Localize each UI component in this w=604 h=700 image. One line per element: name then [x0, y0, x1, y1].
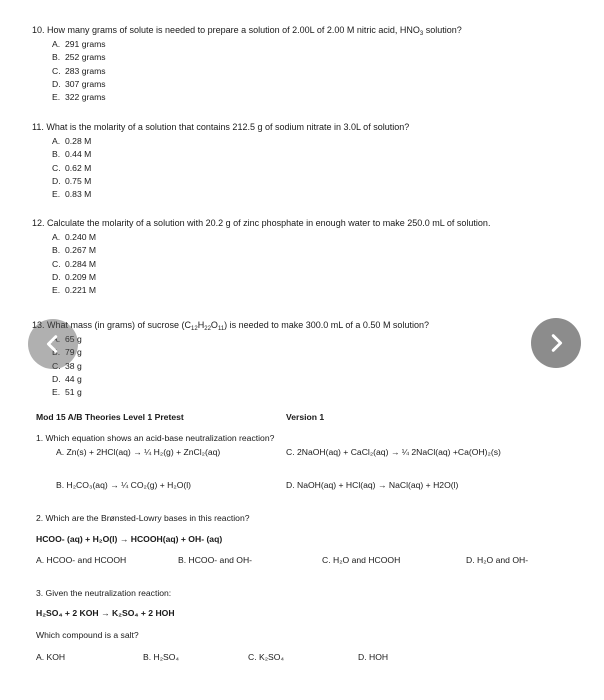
part3-option-c: C. K₂SO₄ [248, 652, 284, 662]
answer-option: C. 283 grams [52, 65, 106, 76]
question-12 [32, 218, 490, 297]
part1-option-b: B. H₂CO₃(aq) → ¼ CO₂(g) + H₂O(l) [56, 480, 192, 490]
answer-option: E. 0.221 M [52, 285, 97, 296]
answer-option: C. 0.284 M [52, 258, 97, 269]
pretest-title: Mod 15 A/B Theories Level 1 Pretest [36, 412, 184, 422]
answer-option: D. 0.209 M [52, 271, 97, 282]
answer-option: D. 44 g [52, 373, 82, 384]
part2-option-c: C. H₂O and HCOOH [322, 555, 401, 565]
answer-option: A. 0.28 M [52, 136, 92, 146]
answer-option: A. 65 g [52, 334, 82, 344]
part2-option-b: B. HCOO- and OH- [178, 555, 253, 565]
next-button[interactable] [531, 318, 581, 368]
question-text: 10. How many grams of solute is needed to prepare a solution of 2.00L of 2.00 M nitric acid, $HNO_3$ solution? [32, 25, 462, 37]
part1-question: 1. Which equation shows an acid-base neutralization reaction? [36, 433, 275, 443]
answer-option: B. 252 grams [52, 52, 106, 63]
part3-option-b: B. H₂SO₄ [143, 652, 179, 662]
previous-button[interactable] [28, 319, 78, 369]
part3-prompt: Which compound is a salt? [36, 630, 139, 640]
answer-option: C. 38 g [52, 360, 82, 371]
answer-option: B. 79 g [52, 347, 82, 358]
answer-option: B. 0.267 M [52, 245, 97, 256]
part2-option-a: A. HCOO- and HCOOH [36, 555, 127, 565]
part3-option-d: D. HOH [358, 652, 389, 662]
part2-option-d: D. H₂O and OH- [466, 555, 529, 565]
part3-question: 3. Given the neutralization reaction: [36, 588, 172, 598]
answer-option: E. 322 grams [52, 92, 106, 103]
part3-option-a: A. KOH [36, 652, 66, 662]
part1-option-d: D. NaOH(aq) + HCl(aq) → NaCl(aq) + H2O(l) [286, 480, 459, 490]
version-label: Version 1 [286, 412, 325, 422]
part3-equation: H₂SO₄ + 2 KOH → K₂SO₄ + 2 HOH [36, 608, 175, 618]
question-10 [32, 25, 462, 104]
answer-option: C. 0.62 M [52, 162, 92, 173]
question-text: 13. What mass (in grams) of sucrose $(C_{12}H_{22}O_{11})$ is needed to make 300.0 mL of a 0.50 M solution? [32, 320, 429, 332]
question-text: 12. Calculate the molarity of a solution with 20.2 g of zinc phosphate in enough water to make 250.0 mL of solution. [32, 218, 491, 228]
question-13 [32, 320, 429, 399]
answer-option: D. 307 grams [52, 78, 106, 89]
answer-option: B. 0.44 M [52, 149, 92, 160]
chevron-left-icon [42, 333, 64, 355]
question-11 [32, 122, 409, 201]
chevron-right-icon [545, 332, 567, 354]
answer-option: D. 0.75 M [52, 175, 92, 186]
part1-option-a: A. Zn(s) + 2HCl(aq) → ¼ H₂(g) + ZnCl₂(aq) [56, 447, 221, 457]
part2-question: 2. Which are the Brønsted-Lowry bases in this reaction? [36, 513, 250, 523]
part2-equation: HCOO- (aq) + H₂O(l) → HCOOH(aq) + OH- (aq) [36, 534, 223, 544]
part1-option-c: C. 2NaOH(aq) + CaCl₂(aq) → ¼ 2NaCl(aq) +Ca(OH)₂(s) [286, 447, 501, 457]
answer-option: E. 51 g [52, 387, 82, 398]
question-text: 11. What is the molarity of a solution that contains 212.5 g of sodium nitrate in 3.0L of solution? [32, 122, 410, 132]
answer-option: A. 291 grams [52, 39, 106, 49]
answer-option: E. 0.83 M [52, 189, 92, 200]
answer-option: A. 0.240 M [52, 232, 97, 242]
